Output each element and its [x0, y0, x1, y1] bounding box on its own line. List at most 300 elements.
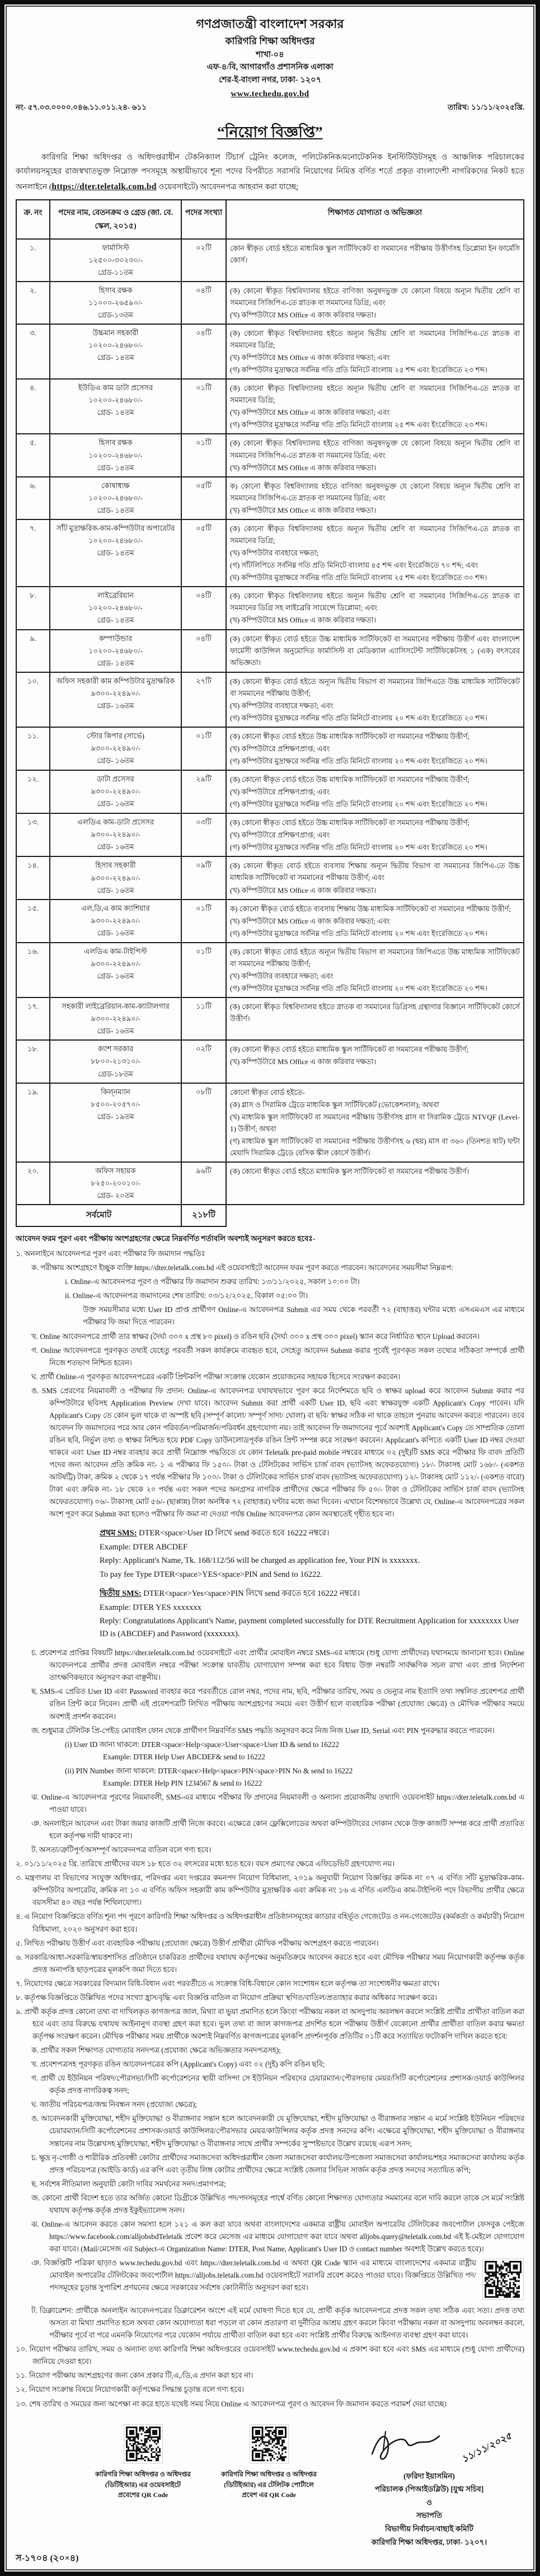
post-name: স্টোর কিপার (সার্ভে) — [87, 732, 144, 740]
serial-cell: ৭. — [16, 519, 50, 587]
qualification-cell — [226, 434, 524, 476]
qualification-cell — [226, 813, 524, 856]
post-name: অফিস সহায়ক — [95, 1166, 136, 1175]
grade: গ্রেড- ১৪তম — [97, 658, 134, 667]
post-name-cell — [50, 997, 181, 1040]
post-name: হিসাব রক্ষক — [98, 285, 133, 294]
grade: গ্রেড- ১৪তম — [97, 408, 134, 417]
post-row — [16, 997, 524, 1040]
instruction-item: ঝ. Online-এ আবেদন করতে কোন সমস্যা হলে ১২১ এ কল করা যাবে অথবা বাংলাদেশের একমাত্র রাষ্ট্রীয় মোবাইল অপারেটর টেলিটকের জবপোর্টাল ফেসবুক পেইজে https://www.facebook.com/alljobsbdTeletalk প্রবেশ করে মেসেজ এর মাধ্যমে যোগাযোগ করা যাবে অথবা alljobs.query@teletalk.com.bd এই ই-মেইলে যোগাযোগ করা যাবে। (Mail/মেসেজ এর Subject-এ Organization Name: DTER, Post Name, Applicant's User ID ও contact number অবশ্যই উল্লেখ করতে হবে)। — [31, 2219, 524, 2254]
post-count-cell: ০১টি — [181, 943, 226, 997]
instruction-item: ১২. নিয়োগ সংক্রান্ত বিষয়ে নিয়োগকারী কর্তৃপক্ষের সিদ্ধান্ত চূড়ান্ত বলে গণ্য হবে। — [16, 2385, 244, 2394]
post-count-cell: ০১টি — [181, 900, 226, 943]
serial-cell: ১৫. — [16, 900, 50, 943]
post-row — [16, 519, 524, 587]
pay-scale: ১০২০০-২৪৬৮০/- — [88, 451, 143, 460]
instruction-item: চ. ক্ষুদ্র নৃ-গোষ্ঠী ও শারীরিক প্রতিবন্ধী কোটার প্রার্থীদের সমাজসেবা অধিদপ্তরাধীন জেলা সমাজসেবা কার্যালয়/উপজেলা সমাজসেবা কার্যালয়/শহর সমাজসেবা কার্যালয় কর্তৃক প্রদত্ত পরিচয়পত্র (আইডি কার্ড) এর কপি এবং তৃতীয় লিঙ্গ কোটার প্রার্থীদের ক্ষেত্রে সংশ্লিষ্ট জেলার সিভিল সার্জন কর্তৃক প্রদত্ত সনদের সত্যায়িত কপি; — [31, 2153, 524, 2174]
sms-instruction-block — [100, 1587, 524, 1640]
post-name-cell — [50, 239, 181, 282]
post-name-cell — [50, 630, 181, 672]
memo-number: নং- ৫৭.০৩.০০০০.০৪৬.১১.০১১.২৪- ৬১১ — [16, 103, 147, 112]
signatory-role: সভাপতি — [416, 2511, 443, 2520]
post-name-cell — [50, 1162, 181, 1205]
address-line-1: এফ-৪/বি, আগারগাঁও প্রশাসনিক এলাকা — [206, 63, 334, 72]
qualification-cell — [226, 997, 524, 1040]
title-wrap — [16, 121, 524, 146]
instruction-item — [16, 1739, 524, 1763]
column-header-count: পদের সংখ্যা — [181, 200, 226, 239]
instruction-item: গ. প্রার্থী যে ইউনিয়ন পরিষদ/পৌরসভা/সিটি কর্পোরেশনের স্থায়ী বাসিন্দা সে ইউনিয়ন পরিষদের চেয়ারম্যান/পৌরসভার মেয়র/সিটি কর্পোরেশনের প্রশাসক/ওয়ার্ড কাউন্সিলর কর্তৃক প্রদত্ত নাগরিকত্ব সনদ; — [31, 2074, 524, 2095]
serial-cell: ২. — [16, 282, 50, 324]
post-row — [16, 434, 524, 476]
grade: গ্রেড- ১৬তম — [97, 701, 134, 710]
post-name-cell — [50, 900, 181, 943]
qualification-cell — [226, 1162, 524, 1205]
qualification-line: (খ) কম্পিউটারে MS Office এ কাজ করিবার দক্ষতা; এবং — [230, 916, 390, 925]
post-count-cell: ২৭টি — [181, 672, 226, 727]
post-name: এল,ডি,এ কাম ক্যাশিয়ার — [81, 903, 150, 912]
post-name: সহকারী লাইব্রেরিয়ান-কাম-ক্যাটালগার — [62, 1002, 170, 1011]
instruction-item: ছ. SMS-এ প্রেরিত User ID এবং Password ব্যবহার করে পরবর্তীতে রোল নম্বর, পদের নাম, ছবি, পরীক্ষার তারিখ, সময় ও ভেন্যুর নাম ইত্যাদি তথ্য সম্বলিত প্রবেশপত্র প্রার্থী রঙিন প্রিন্ট করে নিবেন। প্রার্থী এই প্রবেশপত্রটি লিখিত পরীক্ষায় অংশগ্রহণের সময়ে এবং উত্তীর্ণ হলে ব্যবহারিক পরীক্ষা (প্রযোজ্য ক্ষেত্রে) ও মৌখিক পরীক্ষার সময়ে অবশ্যই প্রদর্শন করবেন। — [31, 1687, 524, 1721]
qualification-line: (গ) কম্পিউটার মুদ্রাক্ষরে সর্বনিম্ন গতি প্রতি মিনিটে বাংলায় ২৫ শব্দ এবং ইংরেজিতে ২৩ শব্দ। — [230, 420, 487, 429]
intro-text-post: ওয়েবসাইটে) আবেদনপত্র আহবান করা যাচ্ছে; — [156, 182, 299, 191]
page-title: “নিয়োগ বিজ্ঞপ্তি” — [217, 124, 323, 141]
pay-scale: ৮২৫০-২০০১০/- — [91, 1178, 140, 1187]
qualification-cell — [226, 1083, 524, 1162]
sms-lead-text: DTER<space>Yes<space>PIN লিখে send করতে হবে 16222 নম্বরে। — [141, 1589, 360, 1599]
serial-cell: ১৭. — [16, 997, 50, 1040]
qualification-line: কোন স্বীকৃত বোর্ড হইতে মাধ্যমিক স্কুল সার্টিফিকেট বা সমমানের পরীক্ষায় উত্তীর্ণসহ ডিপ্লোমা ইন ফার্মেসি কোর্স। — [230, 243, 520, 264]
qualification-line: (খ) কম্পিউটারে প্রশিক্ষণপ্রাপ্ত; এবং — [230, 788, 330, 797]
post-name-cell — [50, 672, 181, 727]
instruction-example-line: Example: DTER Help User ABCDEF& send to 16222 — [103, 1752, 265, 1761]
instruction-item: ১. অনলাইনে আবেদনপত্র পূরণ এবং পরীক্ষার ফি জমাদান পদ্ধতিঃ — [16, 1249, 205, 1258]
qualification-line: কোনো স্বীকৃত বোর্ড হইতে- — [230, 1088, 305, 1097]
qualification-line: (ক) কোনো স্বীকৃত বিশ্ববিদ্যালয় হইতে অন্যূন দ্বিতীয় শ্রেণি বা সমমানের সিজিপিএ-তে স্নাতক বা সমমানের ডিগ্রি; — [230, 524, 520, 545]
post-name: হিসাব রক্ষক — [98, 438, 133, 447]
grade: গ্রেড-১৩তম — [98, 310, 133, 319]
instruction-item: ১৩. শেষ তারিখ ও সময়ের জন্য অপেক্ষা না করে হাতে যথেষ্ট সময় নিয়ে Online এ আবেদনপত্র পূরণ ও আবেদন ফি জমাদান করতে পরামর্শ দেয়া যাচ্ছে। — [16, 2399, 447, 2408]
qualification-line: (খ) কম্পিউটার ব্যবহারে দক্ষতা; এবং — [230, 971, 334, 980]
qualification-line: (ক) কোনো স্বীকৃত বোর্ড হইতে উচ্চ মাধ্যমিক সার্টিফিকেট বা সমমানের পরীক্ষায় উত্তীর্ণ এবং বাংলাদেশ ফার্মেসী কাউন্সিল অনুমোদিত ফার্মাসিস্ট বা মেডিক্যাল এ্যাসিসটেন্ট সার্টিফিকেটসহ ১ (এক) বৎসরের অভিজ্ঞতা। — [230, 634, 520, 667]
grade: গ্রেড- ১৬তম — [97, 842, 134, 851]
post-name-cell — [50, 477, 181, 519]
serial-cell: ৮. — [16, 587, 50, 629]
qualification-line: (ক) কোনো স্বীকৃত বোর্ড হইতে মাধ্যমিক স্কুল সার্টিফিকেট বা সমমানের পরীক্ষায় উত্তীর্ণ। — [230, 1167, 469, 1175]
post-row — [16, 587, 524, 629]
post-row — [16, 672, 524, 727]
post-name: এলডিএ কাম-টাইপিস্ট — [84, 947, 147, 956]
signatory-name: (ফরিদা ইয়াসমিন) — [403, 2471, 455, 2480]
post-count-cell: ০৮টি — [181, 1083, 226, 1162]
grade: গ্রেড- ১৪তম — [97, 549, 134, 558]
post-row — [16, 813, 524, 856]
post-row — [16, 1162, 524, 1205]
post-row — [16, 239, 524, 282]
instruction-item: ট. ডিক্লারেশন: প্রার্থীকে অনলাইন আবেদনপত্রের ডিক্লারেশন অংশে এই মর্মে ঘোষণা দিতে হবে যে, প্রার্থী কর্তৃক আবেদনপত্রে প্রদত্ত সকল তথ্য সঠিক এবং সত্য। প্রদত্ত তথ্য অসত্য বা মিথ্যা প্রমাণিত হলে অথবা কোন অযোগ্যতা ধরা পড়লে বা কোন প্রতারণা বা দুর্নীতির আশ্রয় গ্রহণ করলে কিংবা পরীক্ষায় নকল বা অসদুপায় অবলম্বন করলে, পরীক্ষার পূর্বে বা পরে এমনকি নিয়োগের পরে যেকোন পর্যায়ে প্রার্থীতা বাতিল করা হবে এবং সংশ্লিষ্ট প্রার্থীর বিরুদ্ধে আইনগত ব্যবস্থা গ্রহণ করা যাবে। — [31, 2306, 524, 2340]
qualification-line: (খ) কম্পিউটারে প্রশিক্ষণপ্রাপ্ত; এবং — [230, 744, 330, 753]
instruction-item: ৫. লিখিত পরীক্ষায় উত্তীর্ণ এবং ব্যবহারিক পরীক্ষায় (প্রযোজ্য ক্ষেত্রে) উত্তীর্ণ প্রার্থীরা মৌখিক পরীক্ষায় অংশগ্রহণ করতে পারবেন। — [16, 1938, 379, 1947]
qualification-line: (খ) কম্পিউটারে MS Office এ কাজ করিবার দক্ষতা; এবং — [230, 353, 390, 362]
grade: গ্রেড- ১৬তম — [97, 799, 134, 808]
signature-stroke — [356, 2427, 463, 2466]
post-count-cell: ০১টি — [181, 379, 226, 434]
serial-cell: ১৪. — [16, 856, 50, 899]
total-count: ২১৮টি — [181, 1205, 226, 1226]
column-header-post: পদের নাম, বেতনক্রম ও গ্রেড (জা. বে. স্কেল, ২০১৫) — [50, 200, 181, 239]
post-count-cell: ২৯টি — [181, 770, 226, 813]
post-count-cell: ০৪টি — [181, 324, 226, 379]
serial-cell: ১৬. — [16, 943, 50, 997]
pay-scale: ৯৩০০-২২৪৯০/- — [91, 916, 140, 925]
serial-cell: ১২. — [16, 770, 50, 813]
instruction-item: চ. প্রবেশপত্র প্রাপ্তির বিষয়টি https://dter.teletalk.com.bd ওয়েবসাইটে এবং প্রার্থীর মোবাইল নম্বরে SMS-এর মাধ্যমে (শুধু যোগ্য প্রার্থীদের) যথাসময়ে জানানো হবে। Online আবেদনপত্রে প্রার্থীর প্রদত্ত মোবাইল নম্বরে পরীক্ষা সংক্রান্ত যাবতীয় যোগাযোগ সম্পন্ন করা হবে বিধায় উক্ত নম্বরটি সার্বক্ষণিক সচল রাখা এবং প্রাপ্ত নির্দেশনা তাৎক্ষণিকভাবে অনুসরণ করা বাঞ্ছনীয়। — [31, 1648, 524, 1682]
qualification-line: (গ) কম্পিউটার মুদ্রাক্ষরে সর্বনিম্ন গতি প্রতি মিনিটে বাংলায় ২৫ শব্দ এবং ইংরেজিতে ২৩ শব্দ। — [230, 366, 487, 374]
grade: গ্রেড- ১৬তম — [97, 886, 134, 894]
post-name-cell — [50, 282, 181, 324]
footer-qr-teletalk-figure — [220, 2425, 318, 2500]
instruction-line: (ii) PIN Number জানা থাকলে: DTER<space>Help<space>PIN<space>PIN No & send to 16222 — [65, 1766, 353, 1775]
post-name: উচ্চমান সহকারী — [92, 329, 139, 338]
sms-example-line: To pay fee Type DTER<space>YES<space>PIN and Send to 16222. — [100, 1570, 323, 1579]
qualification-line: (গ) কম্পিউটার মুদ্রাক্ষরে সর্বনিম্ন গতি প্রতি মিনিটে বাংলায় ২০ শব্দ এবং ইংরেজিতে ২০ শব্দ। — [230, 713, 487, 722]
qualification-line: (গ) কম্পিউটার মুদ্রাক্ষরে সর্বনিম্ন গতি প্রতি মিনিটে বাংলায় ২০ শব্দ এবং ইংরেজিতে ২০ শব্দ। — [230, 800, 487, 809]
qualification-cell — [226, 239, 524, 282]
pay-scale: ১০২০০-২৪৬৮০/- — [88, 493, 143, 502]
instruction-item: ১১. নিয়োগ পরীক্ষায় অংশগ্রহণের জন্য কোন প্রকার টি,এ,/ডি,এ প্রদান করা হবে না। — [16, 2371, 253, 2380]
qualification-line: (ঘ) কম্পিউটার মুদ্রাক্ষরে সর্বনিম্ন গতি প্রতি মিনিটে বাংলায় ২৫ শব্দ এবং ইংরেজিতে ৩০ শব্দ। — [230, 573, 487, 582]
column-header-qualification: শিক্ষাগত যোগ্যতা ও অভিজ্ঞতা — [226, 200, 524, 239]
vacancy-table-header — [16, 200, 524, 239]
serial-cell: ৯. — [16, 630, 50, 672]
post-count-cell: ০১টি — [181, 727, 226, 770]
instruction-item: ৭. নিয়োগের ক্ষেত্রে সরকারের বিদ্যমান বিধি-বিধান এবং পরবর্তীতে এ সংক্রান্ত বিধি-বিধানে কোন সংশোধন হলে কর্তৃপক্ষ তা সংশোধনীর ক্ষমতা রাখে। — [16, 1979, 440, 1988]
grade: গ্রেড- ১৪তম — [97, 463, 134, 472]
instruction-item: ৬. সরকারি/আধা-সরকারি/স্বায়ত্তশাসিত প্রতিষ্ঠানে চাকরিরত প্রার্থীদের যথাযথ কর্তৃপক্ষের অনুমতিক্রমে আবেদন করতে হবে এবং মৌখিক পরীক্ষার সময় নিয়োগকারী কর্তৃপক্ষ কর্তৃক প্রদত্ত অনাপত্তি ছাড়পত্রের মূলকপি জমা দিতে হবে। — [16, 1952, 524, 1974]
post-name-cell — [50, 1083, 181, 1162]
qualification-line: (ক) কোনো স্বীকৃত বিশ্ববিদ্যালয় হইতে স্নাতক বা সমমানের ডিগ্রিসহ গ্রন্থাগার বিজ্ঞানে সার্টিফিকেট কোর্সে উত্তীর্ণ। — [230, 1003, 520, 1023]
serial-cell: ১. — [16, 239, 50, 282]
post-row — [16, 900, 524, 943]
qualification-cell — [226, 324, 524, 379]
qualification-line: (ক) কোনো স্বীকৃত বিশ্ববিদ্যালয় হইতে অন্যূন দ্বিতীয় শ্রেণি বা সমমানের সিজিপিএ-তে স্নাতক বা সমমানের ডিগ্রি সহ লাইব্রেরি সায়েন্সে ডিপ্লোমা; এবং — [230, 592, 520, 612]
post-name: ইউডিএ কাম ডাটা প্রসেসর — [78, 383, 153, 392]
memo-date-row — [16, 101, 524, 114]
pay-scale: ১০২০০-২৪৬৮০/- — [88, 396, 143, 405]
sms-instruction-lead-line — [100, 1527, 524, 1539]
qualification-line: (গ) সাঁটলিপিতে সর্বনিম্ন গতি প্রতি মিনিটে বাংলায় ৪৫ শব্দ এবং ইংরেজিতে ৭০ শব্দ; এবং — [230, 561, 478, 570]
post-name: এলডিএ কাম-ডাটা প্রসেসর — [77, 818, 154, 827]
sms-instruction-lead-line — [100, 1587, 524, 1600]
post-row — [16, 324, 524, 379]
post-count-cell: ০১টি — [181, 434, 226, 476]
instruction-item: ৯. প্রার্থী কর্তৃক প্রদত্ত কোনো তথ্য বা দাখিলকৃত কাগজপত্র জাল, মিথ্যা বা ভুয়া প্রমাণিত হলে কিংবা পরীক্ষায় নকল বা অসদুপায় অবলম্বন করলে সংশ্লিষ্ট প্রার্থীর প্রার্থীতা বাতিল করা হবে এবং তার বিরুদ্ধে যথাযথ আইনানুগ ব্যবস্থা গ্রহণ করা হবে। ভুল তথ্য বা জাল কাগজপত্র প্রদর্শিত হলে পরীক্ষায় উত্তীর্ণ যেকোনো প্রার্থীর প্রার্থীতা বাতিল করার ক্ষমতা কর্তৃপক্ষ সংরক্ষণ করেন। মৌখিক পরীক্ষার সময় প্রার্থীকে অবশ্যই নিম্নবর্ণিত কাগজপত্রের মূলকপি প্রদর্শনপূর্বক প্রতিটির ০১টি করে সত্যায়িত ফটোকপি দাখিল করতে হবে: — [16, 2007, 524, 2041]
grade: গ্রেড- ১৪তম — [97, 505, 134, 514]
instruction-example-line: Example: DTER Help PIN 1234567 & send to 16222 — [103, 1778, 262, 1787]
serial-cell: ৬. — [16, 477, 50, 519]
post-name-cell — [50, 770, 181, 813]
pay-scale: ১১০০০-২৬৫৯০/- — [88, 298, 143, 307]
grade: গ্রেড-১১তম — [98, 268, 133, 277]
sms-example-line: Reply: Applicant's Name, Tk. 168/112/56 will be charged as application fee, Your PIN is xxxxxxx. — [100, 1556, 420, 1566]
post-row — [16, 379, 524, 434]
intro-text-pre: কারিগরি শিক্ষা অধিদপ্তর ও অধিদপ্তরাধীন টেকনিক্যাল টিচার্স ট্রেনিং কলেজ, পলিটেকনিক/মনোটেকনিক ইনস্টিটিউটসমূহ ও আঞ্চলিক পরিচালকের কার্যালয়সমূহের রাজস্বখাতভুক্ত নিম্নোক্ত পদসমূহে অস্থায়ীভাবে শূন্য পদের বিপরীতে সরাসরি নিয়োগের নিমিত্ত বর্ণিত শর্তে প্রকৃত বাংলাদেশী নাগরিকদের নিকট হতে অনলাইনে ( — [16, 153, 524, 191]
qualification-cell — [226, 770, 524, 813]
instruction-item: ii. Online-এ আবেদনপত্র জমাদানের শেষ তারিখ: ০৩/১২/২০২৫, বিকাল ০৫:০০ টা। — [65, 1291, 308, 1300]
qualification-cell — [226, 672, 524, 727]
grade: গ্রেড- ১৯তম — [97, 1112, 134, 1121]
grade: গ্রেড- ২০তম — [97, 1191, 134, 1200]
instruction-item: ১০. নিয়োগ পরীক্ষার তারিখ, সময় ও অন্যান্য তথ্য কারিগরি শিক্ষা অধিদপ্তরের ওয়েবসাইট www.techedu.gov.bd এ প্রকাশ করা হবে এবং SMS এর মাধ্যমে (শুধু যোগ্য প্রার্থীদের) জানিয়ে দেওয়া হবে। — [16, 2345, 524, 2366]
instruction-item: ঙ. SMS প্রেরণের নিয়মাবলী ও পরীক্ষার ফি প্রদান: Online-এ আবেদনপত্র যথাযথভাবে পূরণ করে নির্দেশমতে ছবি ও স্বাক্ষর upload করে আবেদন Submit করার পর কম্পিউটারে ছবিসহ Application Preview দেখা যাবে। আবেদন Submit করা প্রার্থী একটি User ID, ছবি এবং স্বাক্ষরযুক্ত একটি Applicant's Copy পাবেন। যদি Applicant's Copy তে কোন ভুল থাকে বা অস্পষ্ট ছবি (সম্পূর্ণ কালো/ সম্পূর্ণ সাদা/ ঘোলা) বা ছবি/ স্বাক্ষর সঠিক না থাকে তাহলে পুনরায় আবেদন করতে পারবেন। তবে আবেদন ফি জমাদানের পরে আর কোন পরিবর্তন/পরিমার্জন/পরিবর্ধন গ্রহণযোগ্য নয়। তাই আবেদন ফি জমাদানের পূর্বে অবশ্যই Applicant's Copy তে সাম্প্রতিক তোলা রঙিন ছবি, নির্ভুল তথ্য ও স্বাক্ষর নিশ্চিত হয়ে PDF Copy ডাউনলোডপূর্বক রঙিন প্রিন্ট সম্পন্ন করে সংরক্ষণ করবেন। Applicant's কপিতে একটি User ID নম্বর দেওয়া থাকবে এবং User ID নম্বর ব্যবহার করে প্রার্থী নিম্নোক্ত পদ্ধতিতে যে কোন Teletalk pre-paid mobile নম্বরের মাধ্যমে ০২ (দুই)টি SMS করে পরীক্ষার ফি বাবদ প্রতিটি পদের জন্য আবেদন প্রতি ক্রমিক নং- ১ এ পরীক্ষার ফি ১৫০/- টাকা ও টেলিটকের সার্ভিস চার্জ বাবদ (ভ্যাটসহ অফেরতযোগ্য) ১৮/- টাকাসহ মোট ১৬৮/- (একশত আটষট্টি) টাকা, ক্রমিক ২ থেকে ১৭ পর্যন্ত পরীক্ষার ফি ১০০/- টাকা ও টেলিটকের সার্ভিস চার্জ বাবদ (ভ্যাটসহ অফেরতযোগ্য) ১২/- টাকাসহ মোট ১১২/- (একশত বারো) টাকা এবং ক্রমিক নং- ১৮ থেকে ২০ পর্যন্ত এবং সকল পদের অনগ্রসর নাগরিক প্রার্থীদের ক্ষেত্রে পরীক্ষার ফি ৫০/- টাকা ও টেলিটকের সার্ভিস চার্জ বাবদ (ভ্যাটসহ অফেরতযোগ্য) ০৬/- টাকাসহ মোট ৫৬/- (ছাপ্পান্ন) টাকা অনধিক ৭২ (বাহাত্তর) ঘন্টার মধ্যে জমা দিবেন। এখানে বিশেষভাবে উল্লেখ্য যে, Online-এ আবেদনপত্রের সকল অংশ পূরণ করে Submit করা হলেও পরীক্ষার ফি জমা না দেওয়া পর্যন্ত Online আবেদনপত্র কোন অবস্থাতেই গৃহীত হবে না। — [31, 1386, 524, 1519]
instruction-item: ২. ০১/১১/২০২৫ খ্রি. তারিখে প্রার্থীদের বয়স ১৮ হতে ৩২ বৎসরের মধ্যে হতে হবে। বয়স প্রমাণের ক্ষেত্রে এফিডেভিট গ্রহণযোগ্য নয়। — [16, 1860, 395, 1868]
post-count-cell: ১১টি — [181, 997, 226, 1040]
qualification-line: (খ) মাধ্যমিক স্কুল সার্টিফিকেট বা সমমানের পরীক্ষায় উত্তীর্ণসহ গ্লাস বা সিরামিক ট্রেডে NTVQF (Level-1) উত্তীর্ণ; অথবা — [230, 1112, 520, 1133]
branch-name: শাখা-০৪ — [256, 50, 284, 59]
sms-lead-text: DTER<space>User ID লিখে send করতে হবে 16222 নম্বরে। — [137, 1529, 330, 1538]
instruction-item: খ. Online আবেদনপত্রে প্রার্থী তার স্বাক্ষর (দৈর্ঘ্য ৩০০ x প্রস্থ ৮০ pixel) ও রঙিন ছবি (দৈর্ঘ্য ৩০০ x প্রস্থ ৩০০ pixel) স্ক্যান করে নির্ধারিত স্থানে Upload করবেন। — [31, 1332, 480, 1341]
post-count-cell: ০২টি — [181, 1040, 226, 1083]
qualification-line: (ক) কোনো স্বীকৃত বিশ্ববিদ্যালয় হইতে অন্যূন দ্বিতীয় শ্রেণি বা সমমানের সিজিপিএ-তে স্নাতক বা সমমানের ডিগ্রি; — [230, 384, 520, 405]
pay-scale: ৯৩০০-২২৪৯০/- — [91, 689, 140, 697]
website-qr-caption: কারিগরি শিক্ষা অধিদপ্তর ও অধিদপ্তর (ডিটিইআর) এর ওয়েবসাইটে প্রবেশের QR Code — [95, 2470, 191, 2499]
qualification-line: (খ) কম্পিউটারে MS Office এ কাজ করিবার দক্ষতা। — [230, 310, 376, 319]
sms-example-line: Example: DTER YES xxxxxxx — [100, 1603, 201, 1612]
instruction-item: ট. অসত্য/ত্রুটিপূর্ণ/অসম্পূর্ণ আবেদনপত্র বাতিল বলে গণ্য হবে। — [31, 1846, 212, 1854]
qualification-line: (গ) কম্পিউটার মুদ্রাক্ষরে সর্বনিম্ন গতি প্রতি মিনিটে বাংলায় ২০ শব্দ এবং ইংরেজিতে ২০ শব্দ। — [230, 757, 487, 766]
qualification-cell — [226, 727, 524, 770]
total-blank-cell — [226, 1205, 524, 1226]
qualification-cell — [226, 900, 524, 943]
qualification-line: (খ) কম্পিউটারে MS Office এ কাজ করিবার দক্ষতা; এবং — [230, 408, 390, 417]
government-name: গণপ্রজাতন্ত্রী বাংলাদেশ সরকার — [196, 17, 344, 31]
post-name: হিসাব সহকারী — [95, 861, 136, 870]
sms-example-line: Reply: Congratulations Applicant's Name, payment completed successfully for DTE Recruitment Application for xxxxxxxx User ID is (ABCDEF) and Password (xxxxxxx). — [100, 1617, 519, 1638]
intro-paragraph — [16, 151, 524, 194]
qualification-line: (খ) কম্পিউটারে MS Office এ কাজ করিবার দক্ষতা। — [230, 463, 376, 472]
post-row — [16, 856, 524, 899]
teletalk-qr-code — [250, 2425, 288, 2463]
instruction-item: ছ. সর্বশেষ নীতিমালা অনুযায়ী কোটা দাবির সমর্থনের সনদ/প্রমাণপত্র; — [31, 2179, 226, 2188]
post-name-cell — [50, 379, 181, 434]
serial-cell: ১১. — [16, 727, 50, 770]
qualification-cell — [226, 856, 524, 899]
vacancy-table — [16, 199, 524, 1228]
instruction-item: খ. প্রবেশপত্রসহ পূরণকৃত রঙিন আবেদনপত্রের কপি (Applicant's Copy) এবং ০২ (দুই) কপি রঙিন ছবি; — [31, 2060, 325, 2069]
signatory-committee: বিভাগীয় নির্বাচন/বাছাই কমিটি — [385, 2525, 473, 2533]
signatory-and: ও — [426, 2498, 432, 2507]
qualification-line: (খ) কম্পিউটার ব্যবহারে দক্ষতা; — [230, 549, 319, 558]
qualification-cell — [226, 1040, 524, 1083]
post-row — [16, 630, 524, 672]
qualification-cell — [226, 943, 524, 997]
qualification-line: (খ) কম্পিউটারে MS Office এ কাজ করিবার দক্ষতা। — [230, 1057, 376, 1066]
sms-instruction-block — [100, 1527, 524, 1581]
post-name-cell — [50, 1040, 181, 1083]
pay-scale: ৯৩০০-২২৪৯০/- — [91, 744, 140, 753]
total-row — [16, 1205, 524, 1226]
post-name-cell — [50, 943, 181, 997]
post-name-cell — [50, 856, 181, 899]
post-count-cell: ০৪টি — [181, 282, 226, 324]
serial-cell: ৪. — [16, 379, 50, 434]
instruction-item — [16, 1765, 524, 1790]
qualification-line: (ক) কোনো স্বীকৃত বোর্ড হইতে অন্যূন দ্বিতীয় বিভাগ বা সমমানের জিপিএতে উচ্চ মাধ্যমিক সার্টিফিকেট বা সমমানের পরীক্ষায় উত্তীর্ণ; — [230, 947, 520, 968]
grade: গ্রেড- ১৪তম — [97, 616, 134, 625]
post-name: ক্যাশ সরকার — [97, 1045, 134, 1053]
post-name-cell — [50, 813, 181, 856]
website-qr-code — [124, 2425, 162, 2463]
print-code: স-১৭০৪ (২০×৪) — [16, 2554, 79, 2564]
qualification-cell — [226, 519, 524, 587]
qualification-line: (ক) কোনো স্বীকৃত বোর্ড হইতে মাধ্যমিক স্কুল সার্টিফিকেট বা সমমানের পরীক্ষায় উত্তীর্ণ; — [230, 1045, 469, 1054]
signature-date: ১১/১১/২০২৫ — [460, 2430, 514, 2465]
serial-cell: ১৩. — [16, 813, 50, 856]
qualification-line: (ক) কোনো স্বীকৃত বোর্ড হইতে ব্যবসায় শিক্ষায় অন্যূন দ্বিতীয় বিভাগ বা সমমানের জিপিএ-তে উচ্চ মাধ্যমিক সার্টিফিকেট বা সমমানের পরীক্ষায় উত্তীর্ণ; এবং — [230, 861, 520, 882]
qualification-line: (খ) কম্পিউটারে MS Office এ কাজ করিবার দক্ষতা। — [230, 886, 376, 894]
post-name: ডাটা প্রসেসর — [97, 775, 134, 784]
pay-scale: ৮৮০০-২১৩১০/- — [91, 1057, 140, 1066]
qualification-line: (ক) গ্লাস ও সিরামিক ট্রেডে মাধ্যমিক স্কুল সার্টিফিকেট (ভোকেশনাল); অথবা — [230, 1100, 439, 1109]
post-name: ফার্মাসিস্ট — [102, 243, 129, 252]
post-row — [16, 477, 524, 519]
post-name: লাইব্রেরিয়ান — [97, 591, 134, 600]
pay-scale: ১০২০০-২৪৬৮০/- — [88, 341, 143, 350]
instruction-item: জ. শুধুমাত্র টেলিটক প্রি-পেইড মোবাইল ফোন থেকে প্রার্থীগণ নিম্নবর্ণিত SMS পদ্ধতি অনুসরণ করে নিজ নিজ User ID, Serial এবং PIN পুনরুদ্ধার করতে পারবেন। — [31, 1726, 495, 1735]
grade: গ্রেড- ১৬তম — [97, 972, 134, 981]
application-url: https://dter.teletalk.com.bd — [51, 181, 157, 191]
qualification-line: (গ) কম্পিউটার মুদ্রাক্ষরে সর্বনিম্ন গতি প্রতি মিনিটে বাংলায় ২০ শব্দ এবং ইংরেজিতে ২০ শব্দ। — [230, 983, 487, 992]
conditions-heading: আবেদন ফরম পূরণ এবং পরীক্ষায় অংশগ্রহণের ক্ষেত্রে নিম্নবর্ণিত শর্তাবলি অবশ্যই অনুসরণ করতে হবেঃ- — [16, 1234, 316, 1243]
sms-lead-label: প্রথম SMS: — [100, 1529, 137, 1538]
signatory-office: কারিগরি শিক্ষা অধিদপ্তর, ঢাকা- ১২০৭। — [371, 2537, 487, 2546]
address-line-2: শের-ই-বাংলা নগর, ঢাকা- ১২০৭ — [218, 76, 322, 85]
pay-scale: ৯৩০০-২২৪৯০/- — [91, 1014, 140, 1023]
post-count-cell: ০২টি — [181, 239, 226, 282]
qualification-line: (খ) কম্পিউটারে প্রশিক্ষণপ্রাপ্ত; এবং — [230, 831, 330, 840]
serial-cell: ২০. — [16, 1162, 50, 1205]
qualification-line: ক) কোনো স্বীকৃত বিশ্ববিদ্যালয় হইতে বাণিজ্য অনুষদভুক্ত যে কোনো বিষয়ে অন্যূন দ্বিতীয় শ্রেণি বা সমমানের সিজিপিএ-তে স্নাতক বা সমমানের ডিগ্রি; এবং — [230, 481, 520, 502]
qualification-line: (ক) কোনো স্বীকৃত বিশ্ববিদ্যালয় হইতে বাণিজ্য অনুষদভুক্ত যে কোনো বিষয়ে অন্যূন দ্বিতীয় শ্রেণি বা সমমানের সিজিপিএ-তে স্নাতক বা সমমানের ডিগ্রি; এবং — [230, 286, 520, 307]
post-name: কোষাধ্যক্ষ — [101, 481, 130, 490]
pay-scale: ১০২০০-২৪৬৮০/- — [88, 646, 143, 655]
grade: গ্রেড- ১৪তম — [97, 353, 134, 362]
instruction-item: ৩. মন্ত্রণালয় বা বিভাগের সংযুক্ত অধিদপ্তর, পরিদপ্তর এবং দপ্তরের কমনপদ নিয়োগ বিধিমালা, ২০১৯ অনুযায়ী নিয়োগ বিজ্ঞপ্তির ক্রমিক নং ০৭ এ বর্ণিত সাঁট মুদ্রাক্ষরিক-কাম-কম্পিউটার অপারেটর, ক্রমিক নং ১০ এ বর্ণিত অফিস সহকারী কাম কম্পিউটার মুদ্রাক্ষরিক এবং ক্রমিক নং ১৬ এ বর্ণিত এলডিএ কাম-টাইপিস্ট পদে বিভাগীয় প্রার্থীর ক্ষেত্রে বয়সসীমা ৪০ বছর পর্যন্ত শিথিলযোগ্য। — [16, 1874, 524, 1907]
post-count-cell: ০৪টি — [181, 587, 226, 629]
pay-scale: ৯৩০০-২২৪৯০/- — [91, 959, 140, 968]
instruction-item: ক. প্রার্থীর সকল শিক্ষাগত যোগ্যতার সনদপত্র (প্রযোজ্য ক্ষেত্রে অভিজ্ঞতার সনদপত্রসহ); — [31, 2046, 281, 2055]
teletalk-qr-caption: কারিগরি শিক্ষা অধিদপ্তর ও অধিদপ্তর (ডিটিইআর) এর টেলিটক পোর্টালে প্রবেশ এর QR Code — [220, 2470, 317, 2499]
post-row — [16, 282, 524, 324]
total-label: সর্বমোট — [16, 1205, 181, 1226]
signature-block — [334, 2425, 524, 2549]
instruction-item: ৮. কর্তৃপক্ষ বিজ্ঞপ্তিতে উল্লিখিত পদের সংখ্যা হ্রাস/বৃদ্ধি এবং বিজ্ঞপ্তি বাতিল বা নিয়োগ প্রক্রিয়া স্থগিত/বাতিল/প্রত্যাহার করার অধিকার সংরক্ষণ করে। — [16, 1993, 437, 2002]
footer-qr-website-figure — [94, 2425, 192, 2500]
post-row — [16, 1083, 524, 1162]
post-count-cell: ০৫টি — [181, 477, 226, 519]
instruction-item: ঘ. প্রার্থী Online-এ পূরণকৃত আবেদনপত্রের একটি প্রিন্টকপি পরীক্ষা সংক্রান্ত যেকোন প্রয়োজনের সহায়ক হিসেবে সংরক্ষণ করবেন। — [31, 1372, 401, 1381]
post-name-cell — [50, 324, 181, 379]
serial-cell: ১০. — [16, 672, 50, 727]
serial-cell: ৫. — [16, 434, 50, 476]
qualification-cell — [226, 379, 524, 434]
department-website: www.techedu.gov.bd — [231, 89, 309, 99]
qualification-line: (ক) কোনো স্বীকৃত বিশ্ববিদ্যালয় হইতে অন্যূন দ্বিতীয় শ্রেণি বা সমমানের সিজিপিএ-তে স্নাতক বা সমমানের ডিগ্রি; — [230, 329, 520, 350]
post-count-cell: ০৫টি — [181, 519, 226, 587]
instruction-line: (i) User ID জানা থাকলে: DTER<space>Help<space>User<space>User ID & send to 16222 — [65, 1740, 339, 1749]
department-name: কারিগরি শিক্ষা অধিদপ্তর — [225, 36, 315, 46]
column-header-serial: ক্র. নং — [16, 200, 50, 239]
instruction-item: ঙ. আবেদনকারী মুক্তিযোদ্ধা, শহীদ মুক্তিযোদ্ধা ও বীরাঙ্গনার সন্তান হলে আবেদনকারী যে মুক্তিযোদ্ধা, শহীদ মুক্তিযোদ্ধা ও বীরাঙ্গনার সন্তান এ মর্মে সংশ্লিষ্ট ইউনিয়ন পরিষদের চেয়ারম্যান/সিটি কর্পোরেশনের প্রশাসক/ওয়ার্ড কাউন্সিলর/পৌরসভার মেয়র/কাউন্সিলর কর্তৃক প্রদত্ত সনদের কপি। এক্ষেত্রে মুক্তিযোদ্ধা, শহীদ মুক্তিযোদ্ধা ও বীরাঙ্গনার সন্তানের নাম উল্লেখসহ মুক্তিযোদ্ধা, শহীদ মুক্তিযোদ্ধা ও বীরাঙ্গনার সাথে প্রার্থীর সম্পর্কের সুস্পষ্টভাবে উল্লেখ রয়েছে এরূপ সনদ; — [31, 2114, 524, 2148]
instruction-item: ঘ. জাতীয় পরিচয়পত্র/জন্ম নিবন্ধন সনদ (প্রযোজ্য ক্ষেত্রে); — [31, 2100, 198, 2109]
post-name: কম্পাউন্ডার — [98, 634, 133, 643]
inline-qr-code — [483, 2259, 523, 2299]
signature — [334, 2425, 524, 2469]
post-row — [16, 1040, 524, 1083]
sms-example-line: Example: DTER ABCDEF — [100, 1542, 188, 1552]
grade: গ্রেড- ১৬তম — [97, 1027, 134, 1036]
pay-scale: ৯৩০০-২২৪৯০/- — [91, 873, 140, 882]
grade: গ্রেড-১৮তম — [98, 1069, 133, 1078]
serial-cell: ১৮. — [16, 1040, 50, 1083]
qualification-line: (গ) কম্পিউটার মুদ্রাক্ষরে সর্বনিম্ন গতি প্রতি মিনিটে বাংলায় ২০ শব্দ এবং ইংরেজিতে ২০ শব্দ। — [230, 929, 487, 938]
pay-scale: ৯৩০০-২২৪৯০/- — [91, 787, 140, 796]
qualification-line: (ক) কোনো স্বীকৃত বোর্ড হইতে উচ্চ মাধ্যমিক সার্টিফিকেট বা সমমানের পরীক্ষায় উত্তীর্ণ; — [230, 732, 469, 741]
post-name-cell — [50, 727, 181, 770]
footer — [16, 2425, 524, 2549]
post-row — [16, 770, 524, 813]
instruction-item: ক. পরীক্ষায় অংশগ্রহণে ইচ্ছুক ব্যক্তি https://dter.teletalk.com.bd এই ওয়েবসাইটে আবেদন ফরম পূরণ করতে পারবেন। আবেদনের সময়সীমা নিম্নরূপ: — [31, 1263, 453, 1272]
pay-scale: ৮৫০০-২০৫৭০/- — [91, 1099, 140, 1108]
post-name-cell — [50, 587, 181, 629]
pay-scale: ১২৫০০-৩০২৩০/- — [88, 255, 143, 264]
grade: গ্রেড- ১৬তম — [97, 756, 134, 765]
qualification-line: (গ) মাধ্যমিক স্কুল সার্টিফিকেট বা সমমানের পরীক্ষায় উত্তীর্ণসহ ৬ (ছয়) মাস বা ৩৬০ (তিনশত ষাট) ঘন্টা মেয়াদি সিরামিক ট্রেডে বেসিক স্কীল কোর্সে উত্তীর্ণ। — [230, 1136, 520, 1157]
qualification-cell — [226, 587, 524, 629]
post-count-cell: ০৯টি — [181, 856, 226, 899]
qualification-line: ক) কোনো স্বীকৃত বোর্ড হইতে ব্যবসায় শিক্ষায় উচ্চ মাধ্যমিক সার্টিফিকেট বা সমমানের পরীক্ষায় উত্তীর্ণ; — [230, 904, 511, 913]
pay-scale: ৯৩০০-২২৪৯০/- — [91, 830, 140, 839]
instruction-item: i. Online-এ আবেদনপত্র পূরণ ও পরীক্ষার ফি জমাদান শুরুর তারিখ: ১৩/১১/২০২৫, সকাল ১০:০০ টা। — [65, 1277, 360, 1286]
instruction-item: উক্ত সময়সীমার মধ্যে User ID প্রাপ্ত প্রার্থীগণ Online-এ আবেদনপত্র Submit এর সময় থেকে পরবর্তী ৭২ (বাহাত্তর) ঘন্টার মধ্যে এসএমএস এর মাধ্যমে পরীক্ষার ফি জমা দিতে পারবেন। — [83, 1305, 524, 1327]
post-name-cell — [50, 434, 181, 476]
grade: গ্রেড- ১৬তম — [97, 928, 134, 937]
qualification-line: (ক) কোনো স্বীকৃত বিশ্ববিদ্যালয় হইতে বাণিজ্য অনুষদভুক্ত যে কোনো বিষয়ে অন্যূন দ্বিতীয় শ্রেণি বা সমমানের সিজিপিএ-তে স্নাতক বা সমমানের ডিগ্রি; এবং — [230, 439, 520, 460]
post-count-cell: ০৩টি — [181, 813, 226, 856]
qualification-line: (খ) কম্পিউটার ব্যবহারে দক্ষতা; এবং — [230, 701, 334, 710]
pay-scale: ১০২০০-২৪৬৮০/- — [88, 536, 143, 545]
qualification-line: (ক) কোনো স্বীকৃত বোর্ড হইতে উচ্চ মাধ্যমিক সার্টিফিকেট বা সমমানের পরীক্ষায় উত্তীর্ণ; — [230, 818, 469, 827]
instruction-item: ঞ. অনলাইনে আবেদন এবং টাকা জমার কাজটি প্রার্থী নিজে করবে। এক্ষেত্রে কোন ফ্লেক্সিলোডের অথবা কম্পিউটারের দোকান থেকে উক্ত কাজটি সম্পন্ন করে প্রার্থী প্রতারিত হলে কর্তৃপক্ষ দায়ী থাকবে না। — [31, 1819, 524, 1840]
post-name: কিল্নম্যান — [101, 1087, 130, 1096]
qualification-cell — [226, 477, 524, 519]
notice-date: তারিখ: ১১/১১/২০২৫খ্রি. — [448, 103, 524, 112]
signatory-designation: পরিচালক (পিআইডব্লিউ) [যুগ্ম সচিব] — [374, 2485, 484, 2494]
instruction-item: ৪. এ নিয়োগ বিজ্ঞপ্তিতে বর্ণিত শূন্য পদ পূরণে কারিগরি শিক্ষা অধিদপ্তর ও অধিদপ্তরাধীন প্রতিষ্ঠানসমূহের ক্যাডার বহির্ভূত গেজেটেড ও নন-গেজেটেড (কর্মকর্তা ও কর্মচারী) নিয়োগ বিধিমালা, ২০২০ অনুসরণ করা হবে। — [16, 1912, 524, 1933]
qualification-cell — [226, 282, 524, 324]
post-count-cell: ০৪টি — [181, 630, 226, 672]
post-row — [16, 727, 524, 770]
post-row — [16, 943, 524, 997]
sms-lead-label: দ্বিতীয় SMS: — [100, 1589, 142, 1599]
qualification-line: (খ) কম্পিউটারে MS Office এ কাজ করিবার দক্ষতা। — [230, 616, 376, 625]
instruction-item: জ. কোনো প্রার্থী বিদেশ হতে তার অর্জিত কোনো ডিগ্রীকে উল্লিখিত পদ/পদসমূহের পার্শ্বে বর্ণিত কোনো শিক্ষাগত যোগ্যতার সমমানের বলে দাবি করলে তাকে সে মর্মে সংশ্লিষ্ট যথাযথ কর্তৃপক্ষ কর্তৃক প্রদত্ত ইকুইভ্যালেন্স সনদ। — [31, 2193, 524, 2214]
instruction-item: গ. Online আবেদনপত্রে পূরণকৃত তথ্যই যেহেতু পরবর্তী সকল কার্যক্রমে ব্যবহৃত হবে, সেহেতু আবেদন Submit করার পূর্বেই পূরণকৃত সকল তথ্যের সঠিকতা সম্পর্কে প্রার্থী নিজে শতভাগ নিশ্চিত হবেন। — [31, 1346, 524, 1367]
instruction-item: ঞ. বিজ্ঞপ্তিটি পত্রিকা ছাড়াও www.techedu.gov.bd এবং https://dter.teletalk.com.bd এ অথবা QR Code স্ক্যান এর মাধ্যমে বাংলাদেশের একমাত্র রাষ্ট্রীয় মোবাইল অপারেটর টেলিটকের জবপোর্টাল https://alljobs.teletalk.com.bd ওয়েবসাইটে সরাসরি প্রবেশ করেও পাওয়া যাবে। বিজ্ঞপ্তিতে উল্লিখিত পদ/পদসমূহের চূড়ান্ত সুপারিশ প্রণয়নের ক্ষেত্রে সরকারের সর্বশেষ কোটানীতি অনুসরণ করা হবে। — [16, 2257, 524, 2303]
qualification-line: (ক) কোনো স্বীকৃত বোর্ড হইতে উচ্চ মাধ্যমিক সার্টিফিকেট বা সমমানের পরীক্ষায় উত্তীর্ণ; — [230, 775, 469, 784]
instructions-list — [16, 1248, 524, 2410]
post-count-cell: ৯৬টি — [181, 1162, 226, 1205]
